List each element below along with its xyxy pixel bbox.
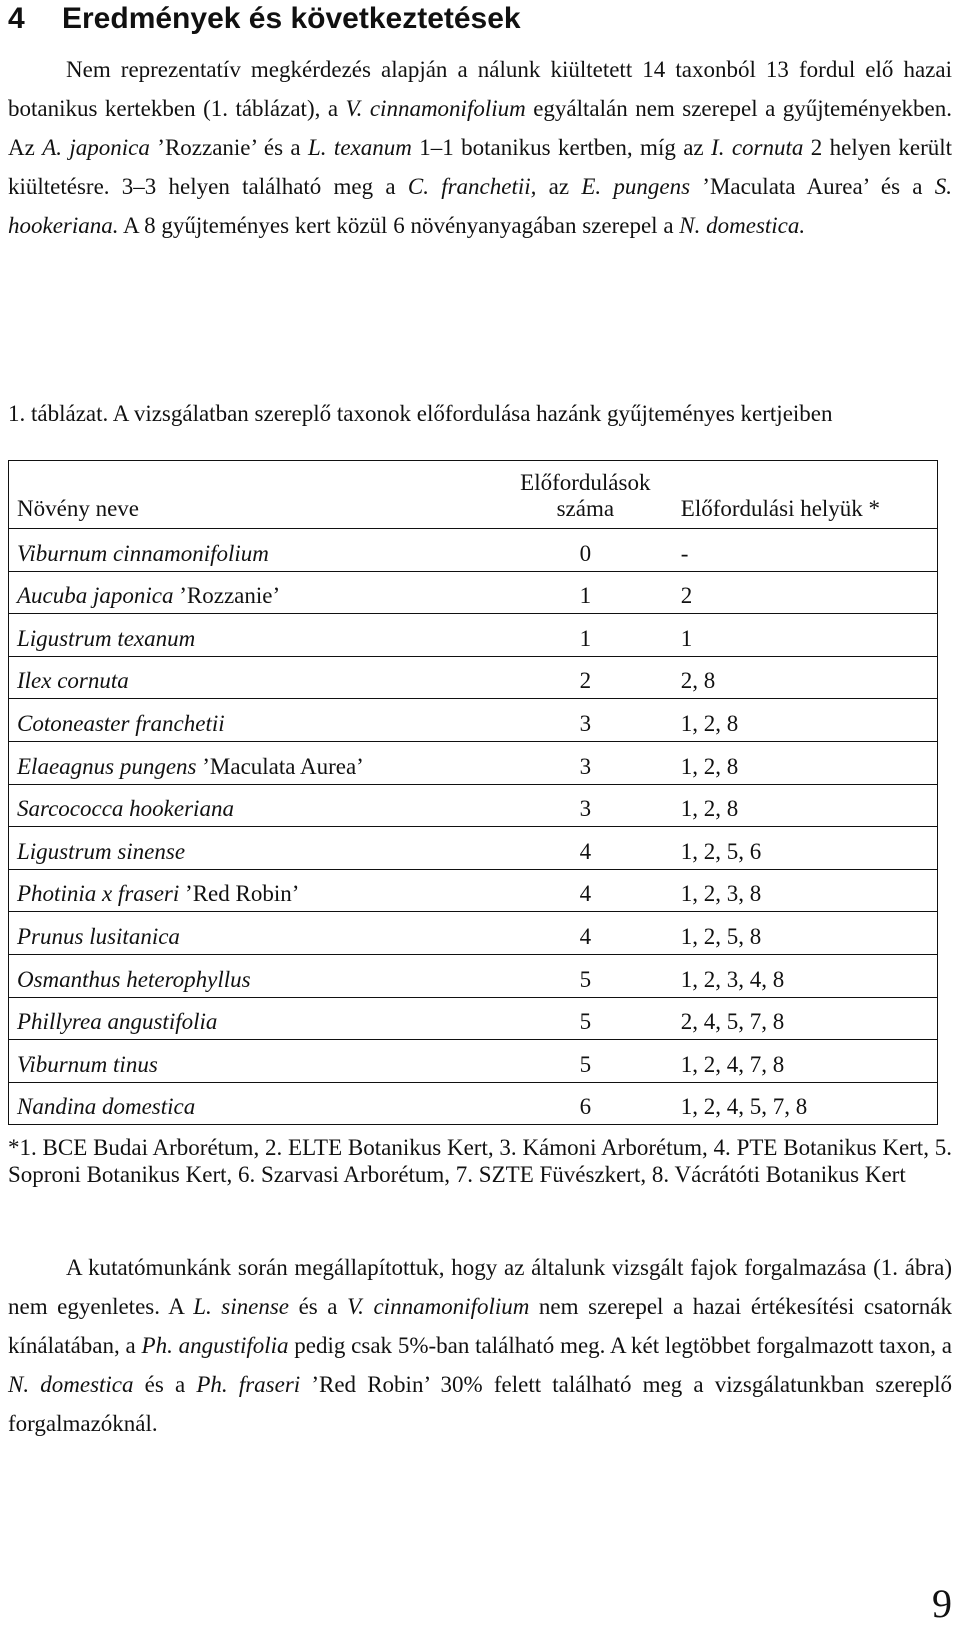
locations-cell: 2, 4, 5, 7, 8 — [673, 997, 938, 1040]
intro-text-run: Nem reprezentatív megkérdezés alapján a nálunk kiültetett 14 taxonból 13 fordul elő hazai botanikus kertekben (1. táblázat), a — [8, 57, 952, 121]
header-locations: Előfordulási helyük * — [673, 461, 938, 529]
plant-name-italic-run: Nandina domestica — [17, 1094, 196, 1120]
plant-name-italic-run: Photinia x fraseri — [17, 881, 180, 907]
occurrence-count-cell: 0 — [498, 529, 673, 572]
intro-italic-run: I. cornuta — [711, 135, 804, 160]
occurrence-count-cell: 6 — [498, 1082, 673, 1125]
table-row — [9, 699, 938, 742]
plant-name-italic-run: Prunus lusitanica — [17, 923, 180, 949]
page-number: 9 — [932, 1581, 952, 1626]
table-row — [9, 784, 938, 827]
occurrence-count-cell: 1 — [498, 571, 673, 614]
section-heading — [8, 2, 521, 36]
results-italic-run: Ph. angustifolia — [141, 1333, 289, 1358]
plant-name-text-run: ’Maculata Aurea’ — [196, 753, 364, 779]
results-text-run: és a — [289, 1294, 348, 1319]
occurrence-count-cell: 4 — [498, 869, 673, 912]
table-row — [9, 529, 938, 572]
intro-italic-run: E. pungens — [581, 174, 691, 199]
results-text-run: ’Red Robin’ 30% felett található meg a vizsgálatunkban szereplő forgalmazóknál. — [8, 1372, 953, 1436]
locations-cell: 1, 2, 4, 5, 7, 8 — [673, 1082, 938, 1125]
intro-text-run: az — [536, 174, 582, 199]
table-row — [9, 954, 938, 997]
intro-text-run: A 8 gyűjteményes kert közül 6 növényanyagában szerepel a — [118, 213, 680, 238]
intro-text-run: egyáltalán nem szerepel a gyűjteményekben. Az — [8, 96, 953, 160]
occurrence-count-cell: 5 — [498, 997, 673, 1040]
header-occurrence-count: Előfordulások száma — [498, 461, 673, 529]
intro-italic-run: C. franchetii, — [407, 174, 537, 199]
plant-name-cell — [9, 1040, 498, 1083]
occurrence-count-cell: 1 — [498, 614, 673, 657]
occurrence-count-cell: 3 — [498, 699, 673, 742]
plant-name-cell — [9, 699, 498, 742]
plant-name-italic-run: Ligustrum texanum — [17, 625, 196, 651]
table-row — [9, 741, 938, 784]
plant-name-italic-run: Elaeagnus pungens — [17, 753, 197, 779]
header-plant-name: Növény neve — [9, 461, 498, 529]
plant-name-cell — [9, 954, 498, 997]
table-row — [9, 997, 938, 1040]
table-row — [9, 1082, 938, 1125]
intro-italic-run: V. cinnamonifolium — [345, 96, 526, 121]
plant-name-italic-run: Viburnum cinnamonifolium — [17, 540, 269, 566]
table-row — [9, 1040, 938, 1083]
plant-name-cell — [9, 869, 498, 912]
plant-name-text-run: ’Red Robin’ — [179, 881, 300, 907]
plant-name-italic-run: Sarcococca hookeriana — [17, 796, 234, 822]
locations-cell: 1, 2, 8 — [673, 741, 938, 784]
results-italic-run: N. domestica — [8, 1372, 134, 1397]
plant-name-cell — [9, 571, 498, 614]
plant-name-cell — [9, 741, 498, 784]
locations-cell: 1 — [673, 614, 938, 657]
table-header-row — [9, 461, 938, 529]
plant-name-italic-run: Viburnum tinus — [17, 1051, 158, 1077]
section-title: Eredmények és következtetések — [62, 2, 521, 35]
results-text-run: A kutatómunkánk során megállapítottuk, hogy az általunk vizsgált fajok forgalmazása (1. ábra) nem egyenletes. A — [8, 1255, 952, 1319]
locations-cell: 1, 2, 5, 6 — [673, 827, 938, 870]
locations-cell: 1, 2, 8 — [673, 784, 938, 827]
results-text-run: nem szerepel a hazai értékesítési csatornák kínálatában, a — [8, 1294, 952, 1358]
plant-name-italic-run: Osmanthus heterophyllus — [17, 966, 251, 992]
plant-name-cell — [9, 784, 498, 827]
intro-text-run: ’Maculata Aurea’ és a — [690, 174, 935, 199]
results-paragraph — [8, 1248, 952, 1443]
locations-cell: - — [673, 529, 938, 572]
locations-cell: 1, 2, 8 — [673, 699, 938, 742]
plant-name-italic-run: Phillyrea angustifolia — [17, 1009, 218, 1035]
table-row — [9, 656, 938, 699]
plant-name-cell — [9, 614, 498, 657]
locations-cell: 1, 2, 3, 4, 8 — [673, 954, 938, 997]
occurrence-count-cell: 3 — [498, 741, 673, 784]
results-text-run: pedig csak 5%-ban található meg. A két legtöbbet forgalmazott taxon, a — [288, 1333, 953, 1358]
intro-paragraph — [8, 50, 952, 245]
table-caption: 1. táblázat. A vizsgálatban szereplő taxonok előfordulása hazánk gyűjteményes kertjeiben — [8, 401, 833, 426]
table-footnote: *1. BCE Budai Arborétum, 2. ELTE Botanikus Kert, 3. Kámoni Arborétum, 4. PTE Botanikus Kert, 5. Soproni Botanikus Kert, 6. Szarvasi Arborétum, 7. SZTE Füvészkert, 8. Vácrátóti Botanikus Kert — [8, 1135, 952, 1187]
results-italic-run: V. cinnamonifolium — [347, 1294, 530, 1319]
occurrence-count-cell: 5 — [498, 1040, 673, 1083]
occurrence-count-cell: 4 — [498, 912, 673, 955]
plant-name-cell — [9, 529, 498, 572]
locations-cell: 1, 2, 3, 8 — [673, 869, 938, 912]
locations-cell: 1, 2, 5, 8 — [673, 912, 938, 955]
locations-cell: 1, 2, 4, 7, 8 — [673, 1040, 938, 1083]
occurrence-table — [8, 460, 938, 1125]
intro-paragraph-text — [8, 50, 952, 245]
intro-text-run: 2 helyen került kiültetésre. 3–3 helyen található meg a — [8, 135, 953, 199]
occurrence-count-cell: 5 — [498, 954, 673, 997]
table-row — [9, 869, 938, 912]
intro-italic-run: L. texanum — [308, 135, 412, 160]
plant-name-text-run: ’Rozzanie’ — [173, 583, 281, 609]
plant-name-italic-run: Ilex cornuta — [17, 668, 129, 694]
intro-text-run: ’Rozzanie’ és a — [149, 135, 308, 160]
locations-cell: 2 — [673, 571, 938, 614]
locations-cell: 2, 8 — [673, 656, 938, 699]
occurrence-count-cell: 2 — [498, 656, 673, 699]
table-row — [9, 912, 938, 955]
plant-name-cell — [9, 997, 498, 1040]
occurrence-count-cell: 4 — [498, 827, 673, 870]
plant-name-italic-run: Cotoneaster franchetii — [17, 710, 225, 736]
intro-italic-run: A. japonica — [42, 135, 150, 160]
table-row — [9, 827, 938, 870]
results-text-run: és a — [133, 1372, 197, 1397]
plant-name-italic-run: Ligustrum sinense — [17, 838, 186, 864]
plant-name-cell — [9, 912, 498, 955]
results-italic-run: Ph. fraseri — [196, 1372, 301, 1397]
plant-name-italic-run: Aucuba japonica — [17, 583, 174, 609]
section-number: 4 — [8, 2, 25, 35]
intro-text-run: 1–1 botanikus kertben, míg az — [411, 135, 712, 160]
intro-italic-run: S. hookeriana. — [8, 174, 952, 238]
results-italic-run: L. sinense — [193, 1294, 290, 1319]
intro-italic-run: N. domestica. — [679, 213, 806, 238]
plant-name-cell — [9, 827, 498, 870]
table-row — [9, 571, 938, 614]
table-row — [9, 614, 938, 657]
occurrence-count-cell: 3 — [498, 784, 673, 827]
results-paragraph-text — [8, 1248, 952, 1443]
plant-name-cell — [9, 656, 498, 699]
plant-name-cell — [9, 1082, 498, 1125]
